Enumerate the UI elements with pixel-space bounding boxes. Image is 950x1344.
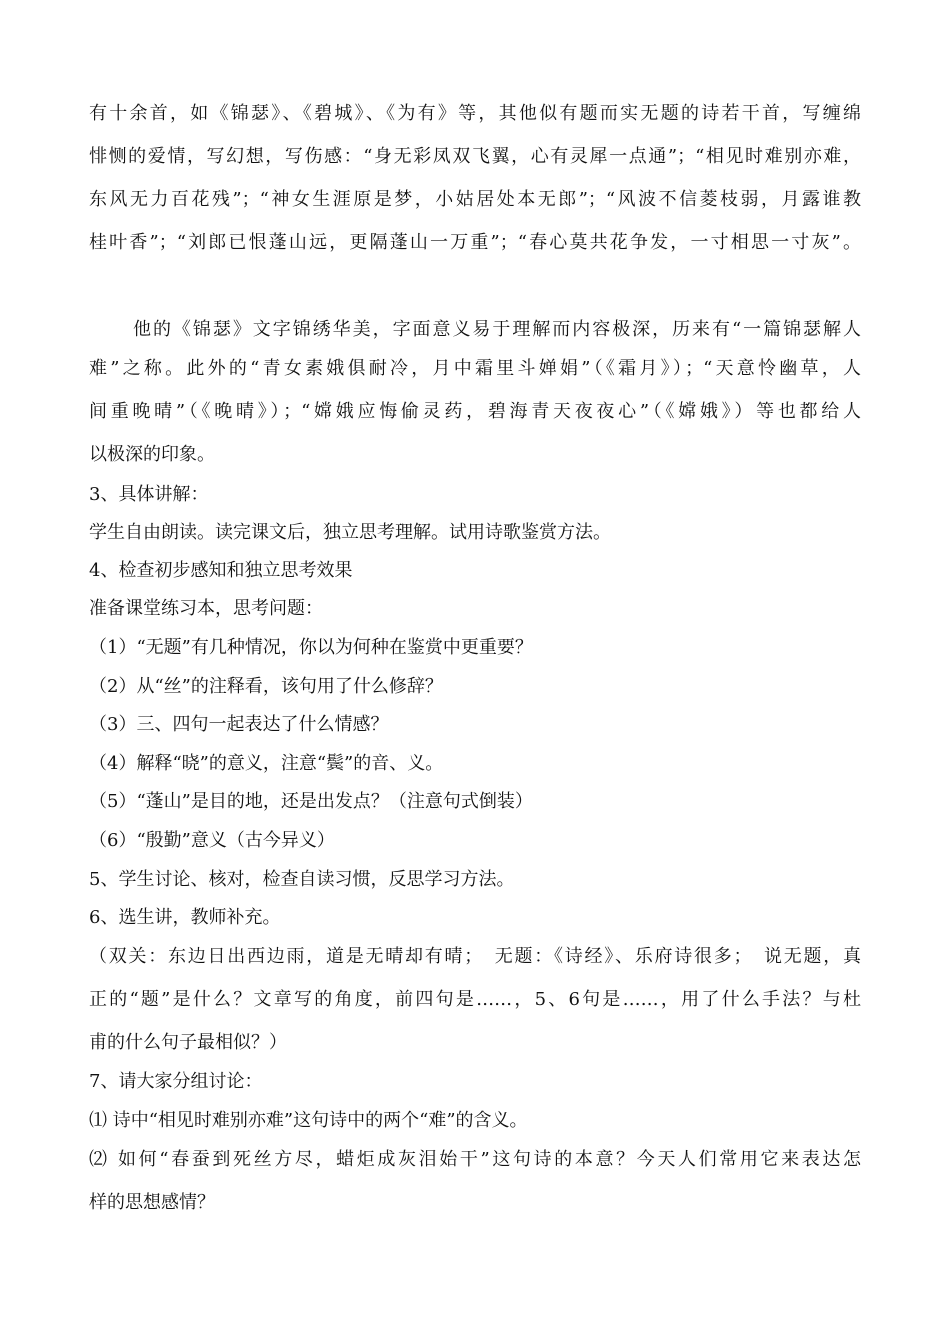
section-6-heading: 6、选生讲，教师补充。 <box>89 907 281 928</box>
question-3: （3）三、四句一起表达了什么情感？ <box>89 714 389 735</box>
section-5-heading: 5、学生讨论、核对，检查自读习惯，反思学习方法。 <box>89 869 515 890</box>
discussion-question-2-line-2: 样的思想感情？ <box>89 1192 215 1213</box>
section-4-heading: 4、检查初步感知和独立思考效果 <box>89 560 353 581</box>
paragraph-2-line-4: 以极深的印象。 <box>89 444 215 465</box>
section-3-body: 学生自由朗读。读完课文后，独立思考理解。试用诗歌鉴赏方法。 <box>89 522 611 543</box>
paragraph-2-line-2: 难”之称。此外的“青女素娥俱耐冷，月中霜里斗婵娟”（《霜月》）；“天意怜幽草，人 <box>89 358 861 379</box>
paragraph-2-line-3: 间重晚晴”（《晚晴》）；“嫦娥应悔偷灵药，碧海青天夜夜心”（《嫦娥》）等也都给人 <box>89 401 861 422</box>
section-6-line-2: 正的“题”是什么？文章写的角度，前四句是……，5、6句是……，用了什么手法？与杜 <box>89 989 861 1010</box>
section-3-heading: 3、具体讲解： <box>89 484 209 505</box>
question-4: （4）解释“晓”的意义，注意“鬓”的音、义。 <box>89 753 444 774</box>
section-6-line-3: 甫的什么句子最相似？） <box>89 1032 287 1053</box>
discussion-question-2-line-1: ⑵ 如何“春蚕到死丝方尽，蜡炬成灰泪始干”这句诗的本意？今天人们常用它来表达怎 <box>89 1149 861 1170</box>
paragraph-1-line-3: 东风无力百花残”；“神女生涯原是梦，小姑居处本无郎”；“风波不信菱枝弱，月露谁教 <box>89 189 861 210</box>
question-6: （6）“殷勤”意义（古今异义） <box>89 830 335 851</box>
paragraph-1-line-4: 桂叶香”；“刘郎已恨蓬山远，更隔蓬山一万重”；“春心莫共花争发，一寸相思一寸灰”。 <box>89 232 861 253</box>
question-5: （5）“蓬山”是目的地，还是出发点？（注意句式倒装） <box>89 791 533 812</box>
paragraph-1-line-2: 悱恻的爱情，写幻想，写伤感：“身无彩凤双飞翼，心有灵犀一点通”；“相见时难别亦难， <box>89 146 861 167</box>
section-7-heading: 7、请大家分组讨论： <box>89 1071 263 1092</box>
section-4-intro: 准备课堂练习本，思考问题： <box>89 598 323 619</box>
paragraph-2-line-1: 他的《锦瑟》文字锦绣华美，字面意义易于理解而内容极深，历来有“一篇锦瑟解人 <box>133 319 861 340</box>
paragraph-1-line-1: 有十余首，如《锦瑟》、《碧城》、《为有》等，其他似有题而实无题的诗若干首，写缠绵 <box>89 103 861 124</box>
section-6-line-1: （双关：东边日出西边雨，道是无晴却有晴； 无题：《诗经》、乐府诗很多； 说无题，真 <box>89 946 861 967</box>
question-2: （2）从“丝”的注释看，该句用了什么修辞？ <box>89 676 443 697</box>
discussion-question-1: ⑴ 诗中“相见时难别亦难”这句诗中的两个“难”的含义。 <box>89 1110 528 1131</box>
question-1: （1）“无题”有几种情况，你以为何种在鉴赏中更重要？ <box>89 637 533 658</box>
